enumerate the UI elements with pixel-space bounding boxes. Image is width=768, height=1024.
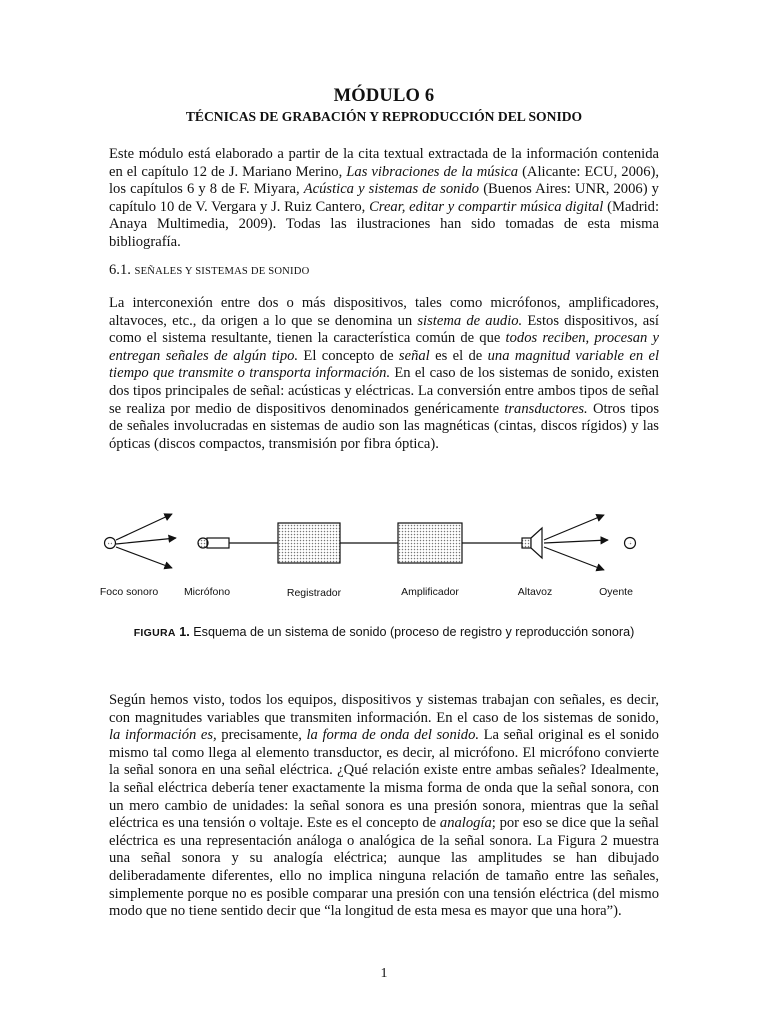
- signals-paragraph: La interconexión entre dos o más dispositivos, tales como micrófonos, amplificadores, altavoces, etc., da origen a lo que se denomina un sistema de audio. Estos dispositivos, así como el sistema resultante, tienen la característica común de que todos reciben, procesan y entregan señales de algún tipo. El concepto de señal es el de una magnitud variable en el tiempo que transmite o transporta información. En el caso de los sistemas de sonido, existen dos tipos principales de señal: acústicas y eléctricas. La conversión entre ambos tipos de señal se realiza por medio de dispositivos denominados genéricamente transductores. Otros tipos de señales involucradas en sistemas de audio son las magnéticas (cintas, discos rígidos) y las ópticas (discos compactos, transmisión por fibra óptica).: [109, 295, 660, 452]
- sound-system-diagram: [92, 500, 676, 610]
- figure-caption-number: 1.: [179, 625, 190, 639]
- analogy-paragraph: Según hemos visto, todos los equipos, dispositivos y sistemas trabajan con señales, es decir, con magnitudes variables que transmiten información. En el caso de los sistemas de sonido, la información es, precisamente, la forma de onda del sonido. La señal original es el sonido mismo tal como llega al elemento transductor, es decir, al micrófono. El micrófono convierte la señal sonora en una señal eléctrica. ¿Qué relación existe entre ambas señales? Idealmente, la señal eléctrica debería tener exactamente la misma forma de onda que la señal sonora, con un mero cambio de unidades: la señal sonora es una presión sonora, mientras que la señal eléctrica es una tensión o voltaje. Este es el concepto de analogía; por eso se dice que la señal eléctrica es una representación análoga o analógica de la señal sonora. La Figura 2 muestra una señal sonora y su analogía eléctrica; aunque las amplitudes se han dibujado deliberadamente diferentes, ello no implica ninguna relación de tamaño entre las señales, simplemente porque no es posible comparar una presión con una tensión eléctrica (del mismo modo que no tiene sentido decir que “la longitud de esta mesa es mayor que una hora”).: [109, 692, 659, 920]
- loudspeaker-icon: [522, 515, 608, 570]
- listener-icon: [625, 538, 636, 549]
- module-subtitle: TÉCNICAS DE GRABACIÓN Y REPRODUCCIÓN DEL SONIDO: [185, 109, 583, 124]
- figure-caption-text: Esquema de un sistema de sonido (proceso de registro y reproducción sonora): [189, 625, 635, 639]
- sound-source-icon: [105, 514, 177, 568]
- label-recorder: Registrador: [286, 587, 342, 599]
- figure-caption-label: FIGURA: [133, 627, 176, 639]
- label-sound-source: Foco sonoro: [99, 586, 159, 598]
- figure-caption: [0, 625, 768, 639]
- section-title: SEÑALES Y SISTEMAS DE SONIDO: [134, 266, 310, 277]
- amplifier-box: [398, 523, 462, 563]
- label-loudspeaker: Altavoz: [517, 586, 553, 598]
- page-number: 1: [380, 966, 388, 981]
- recorder-box: [278, 523, 340, 563]
- label-amplifier: Amplificador: [401, 586, 459, 598]
- section-number: 6.1.: [109, 262, 135, 278]
- label-microphone: Micrófono: [183, 586, 231, 598]
- label-listener: Oyente: [599, 586, 633, 598]
- intro-paragraph: Este módulo está elaborado a partir de la cita textual extractada de la información contenida en el capítulo 12 de J. Mariano Merino, Las vibraciones de la música (Alicante: ECU, 2006), los capítulos 6 y 8 de F. Miyara, Acústica y sistemas de sonido (Buenos Aires: UNR, 2006) y capítulo 10 de V. Vergara y J. Ruiz Cantero, Crear, editar y compartir música digital (Madrid: Anaya Multimedia, 2009). Todas las ilustraciones han sido tomadas de esta misma bibliografía.: [109, 146, 660, 250]
- microphone-icon: [198, 538, 229, 548]
- module-title: MÓDULO 6: [333, 86, 435, 106]
- section-heading: [109, 262, 309, 279]
